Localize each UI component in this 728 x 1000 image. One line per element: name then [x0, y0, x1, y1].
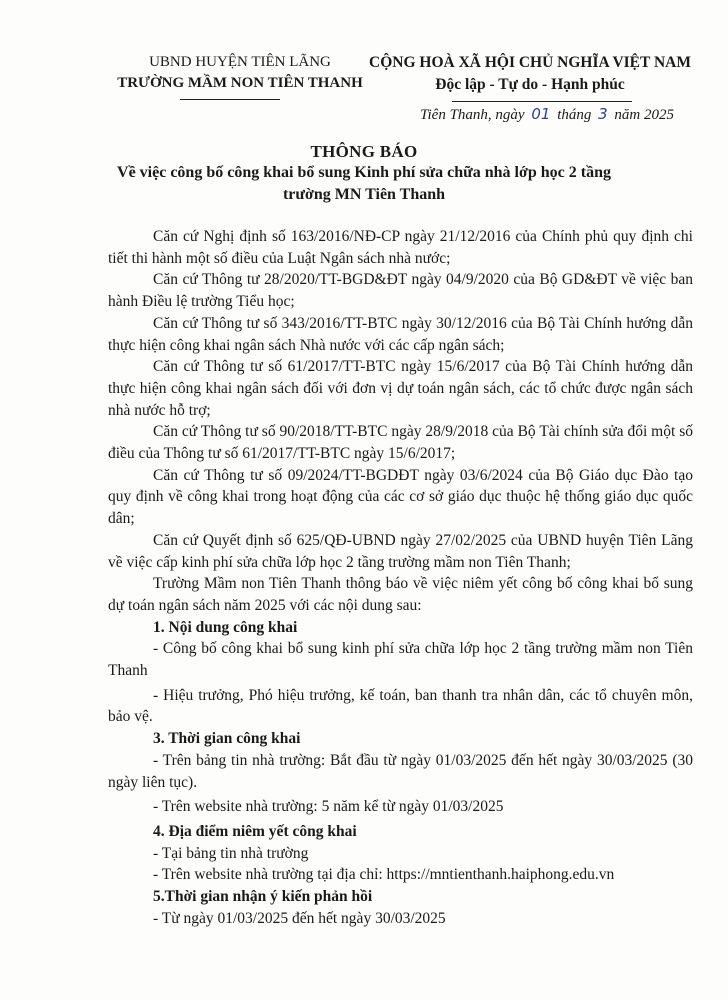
motto: Độc lập - Tự do - Hạnh phúc [435, 76, 625, 93]
document-body [108, 226, 693, 930]
right-header-rule [452, 101, 632, 102]
legal-basis-1: Căn cứ Nghị định số 163/2016/NĐ-CP ngày 21/12/2016 của Chính phủ quy định chi tiết thi hành một số điều của Luật Ngân sách nhà nước; [108, 228, 693, 267]
section-1-item-a: - Công bố công khai bổ sung kinh phí sửa chữa lớp học 2 tầng trường mầm non Tiên Thanh [108, 640, 693, 680]
section-4-heading: 4. Địa điểm niêm yết công khai [153, 822, 357, 840]
section-3-item-b: - Trên website nhà trường: 5 năm kể từ ngày 01/03/2025 [153, 798, 504, 816]
section-4-item-b: - Trên website nhà trường tại địa chỉ: https://mntienthanh.haiphong.edu.vn [153, 866, 615, 884]
date-month-handwritten: 3 [598, 105, 608, 123]
section-3-heading: 3. Thời gian công khai [153, 730, 301, 748]
date-month-label: tháng [557, 107, 592, 123]
date-year: năm 2025 [614, 107, 674, 123]
section-5-heading: 5.Thời gian nhận ý kiến phản hồi [153, 888, 373, 906]
national-motto [345, 52, 715, 96]
date-prefix: Tiên Thanh, ngày [420, 107, 525, 123]
authority-name: UBND HUYỆN TIÊN LÃNG [149, 54, 331, 70]
legal-basis-5: Căn cứ Thông tư số 90/2018/TT-BTC ngày 28/9/2018 của Bộ Tài chính sửa đổi một số điều của Thông tư số 61/2017/TT-BTC ngày 15/6/2017; [108, 423, 693, 463]
section-5-item-a: - Từ ngày 01/03/2025 đến hết ngày 30/03/2025 [153, 909, 446, 927]
legal-basis-4: Căn cứ Thông tư số 61/2017/TT-BTC ngày 15/6/2017 của Bộ Tài Chính hướng dẫn thực hiện công khai ngân sách đối với đơn vị dự toán ngân sách, các tổ chức được ngân sách nhà nước hỗ trợ; [108, 358, 693, 419]
legal-basis-6: Căn cứ Thông tư số 09/2024/TT-BGDĐT ngày 03/6/2024 của Bộ Giáo dục Đào tạo quy định về công khai trong hoạt động của các cơ sở giáo dục thuộc hệ thống giáo dục quốc dân; [108, 466, 693, 528]
section-1-heading: 1. Nội dung công khai [153, 618, 298, 636]
section-1-item-b: - Hiệu trưởng, Phó hiệu trưởng, kế toán, ban thanh tra nhân dân, các tổ chuyên môn, bảo vệ. [108, 686, 693, 726]
legal-basis-7: Căn cứ Quyết định số 625/QĐ-UBND ngày 27/02/2025 của UBND huyện Tiên Lãng về việc cấp kinh phí sửa chữa lớp học 2 tầng trường mầm non Tiên Thanh; [108, 531, 693, 571]
legal-basis-3: Căn cứ Thông tư số 343/2016/TT-BTC ngày 30/12/2016 của Bộ Tài Chính hướng dẫn thực hiện công khai ngân sách Nhà nước với các cấp ngân sách; [108, 314, 693, 354]
section-4-item-a: - Tại bảng tin nhà trường [153, 844, 309, 862]
school-name: TRƯỜNG MẦM NON TIÊN THANH [117, 75, 363, 91]
country-name: CỘNG HOÀ XÃ HỘI CHỦ NGHĨA VIỆT NAM [369, 54, 691, 71]
date-day-handwritten: 01 [531, 105, 551, 123]
section-3-item-a: - Trên bảng tin nhà trường: Bắt đầu từ ngày 01/03/2025 đến hết ngày 30/03/2025 (30 ngày liên tục). [108, 751, 693, 791]
document-subject-line1: Về việc công bố công khai bổ sung Kinh phí sửa chữa nhà lớp học 2 tầng [117, 164, 611, 181]
legal-basis-2: Căn cứ Thông tư 28/2020/TT-BGD&ĐT ngày 04/9/2020 của Bộ GD&ĐT về việc ban hành Điều lệ trường Tiểu học; [108, 271, 693, 311]
document-subject-line2: trường MN Tiên Thanh [282, 186, 446, 203]
place-date [420, 105, 720, 124]
left-header-rule [180, 99, 280, 100]
announcement-intro: Trường Mầm non Tiên Thanh thông báo về việc niêm yết công bố công khai bổ sung dự toán ngân sách năm 2025 với các nội dung sau: [108, 575, 693, 614]
document-title: THÔNG BÁO [310, 142, 418, 161]
issuing-authority [95, 52, 385, 94]
